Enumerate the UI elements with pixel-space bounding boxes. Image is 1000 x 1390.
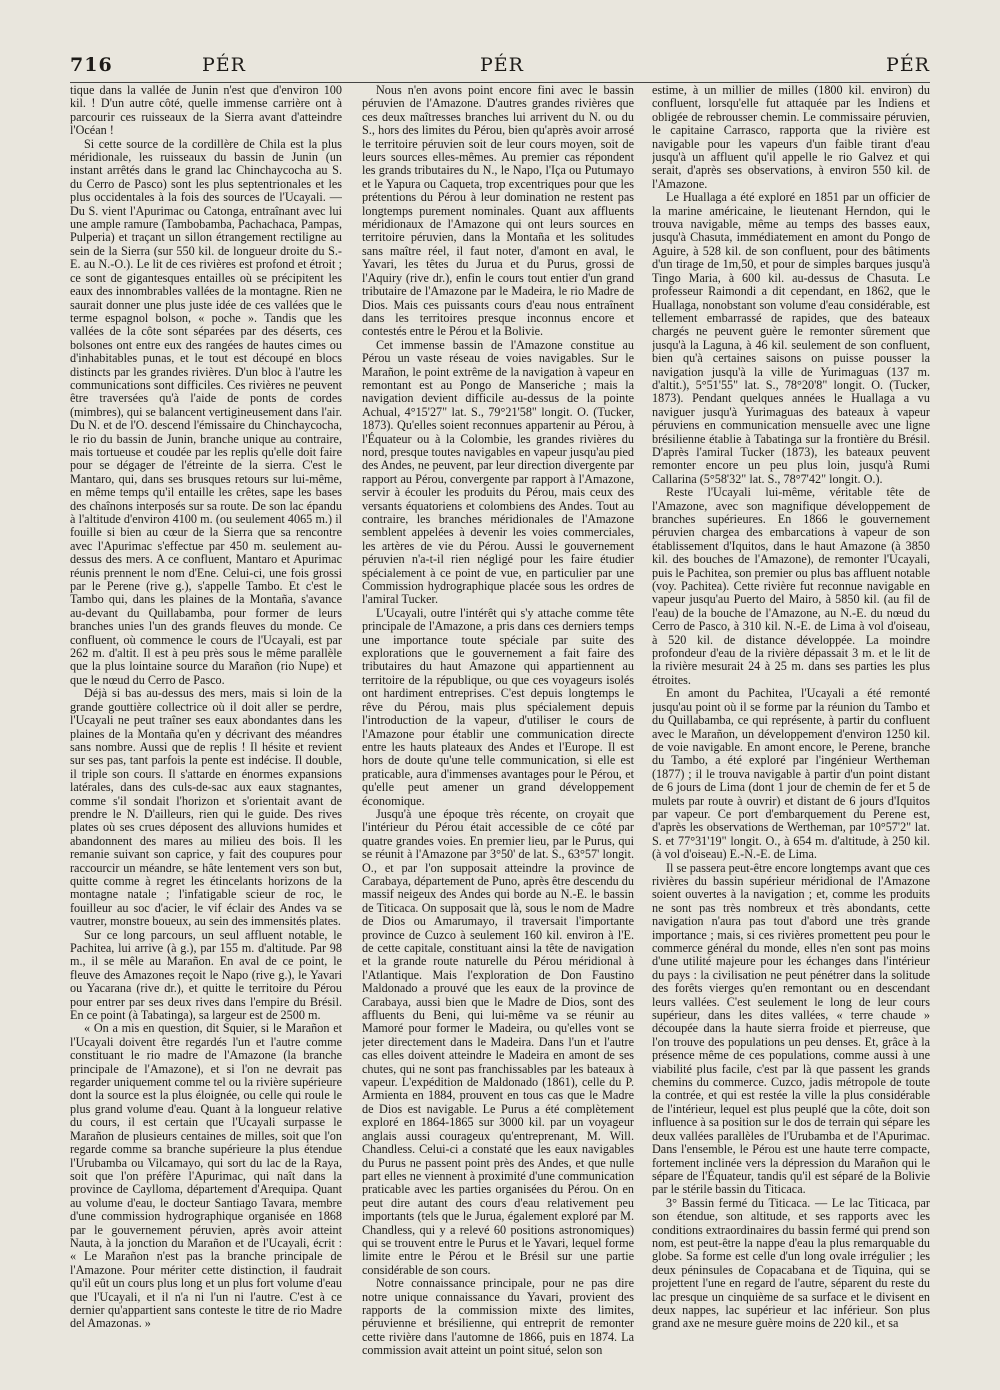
paragraph: Reste l'Ucayali lui-même, véritable tête de l'Amazone, avec son magnifique développement de branches supérieures. En 1866 le gouvernement péruvien chargea des embarcations à vapeur de son établissement d'Iquitos, dans le haut Amazone (à 3850 kil. des bouches de l'Amazone), de remonter l'Ucayali, puis le Pachitea, son premier ou plus bas affluent notable (voy. Pachitea). Cette rivière fut reconnue navigable en vapeur jusqu'au Puerto del Mairo, à 5850 kil. (au fil de l'eau) de la bouche de l'Amazone, au N.-E. du nœud du Cerro de Pasco, à 310 kil. N.-E. de Lima à vol d'oiseau, à 520 kil. de distance développée. La moindre profondeur d'eau de la rivière dépassait 3 m. et le lit de la rivière mesurait 24 à 25 m. dans ses parties les plus étroites. — [652, 485, 930, 687]
paragraph: « On a mis en question, dit Squier, si le Marañon et l'Ucayali doivent être regardés l'un et l'autre comme constituant le rio madre de l'Amazone (la branche principale de l'Amazone), et si l'on ne devrait pas regarder uniquement comme tel ou la rivière supérieure dont la source est la plus éloignée, ou celle qui roule le plus grand volume d'eau. Quant à la longueur relative du cours, il est certain que l'Ucayali surpasse le Marañon de plusieurs centaines de milles, soit que l'on regarde comme sa branche supérieure la plus étendue l'Urubamba ou Vilcamayo, qui sort du lac de la Raya, soit que l'on préfère l'Apurimac, qui naît dans la province de Caylloma, département d'Arequipa. Quant au volume d'eau, le docteur Santiago Tavara, membre d'une commission hydrographique organisée en 1868 par le gouvernement péruvien, après avoir atteint Nauta, à la jonction du Marañon et de l'Ucayali, écrit : « Le Marañon n'est pas la branche principale de l'Amazone. Pour mériter cette distinction, il faudrait qu'il eût un cours plus long et un plus fort volume d'eau que l'Ucayali, et il n'a ni l'un ni l'autre. C'est à ce dernier qu'appartient sans conteste le titre de rio Madre del Amazonas. » — [70, 1021, 342, 1331]
page-number: 716 — [70, 54, 113, 76]
paragraph: Cet immense bassin de l'Amazone constitue au Pérou un vaste réseau de voies navigables. Sur le Marañon, le point extrême de la navigation à vapeur en remontant est au Pongo de Manseriche ; mais la navigation devient difficile au-dessus de la pointe Achual, 4°15'27" lat. S., 79°21'58" longit. O. (Tucker, 1873). Qu'elles soient reconnues appartenir au Pérou, à l'Équateur ou à la Colombie, les grandes rivières du nord, presque toutes navigables en vapeur jusqu'au pied des Andes, ne peuvent, par leur direction divergente par rapport au Pérou, convergente par rapport à l'Amazone, servir à écouler les produits du Pérou, mais ceux des versants équatoriens et colombiens des Andes. Tout au contraire, les branches méridionales de l'Amazone semblent appelées à devenir les voies commerciales, les artères de vie du Pérou. Aussi le gouvernement péruvien n'a-t-il rien négligé pour les faire étudier spécialement à ce point de vue, en particulier par une Commission hydrographique placée sous les ordres de l'amiral Tucker. — [362, 337, 634, 607]
text-column-3 — [652, 84, 930, 1364]
paragraph: Jusqu'à une époque très récente, on croyait que l'intérieur du Pérou était accessible de ce côté par quatre grandes voies. En premier lieu, par le Purus, qui se réunit à l'Amazone par 3°50' de lat. S., 63°57' longit. O., et par l'on supposait atteindre la province de Carabaya, département de Puno, après être descendu du massif neigeux des Andes qui borde au N.-E. le bassin de Titicaca. On supposait que là, sous le nom de Madre de Dios ou Amarumayo, il traversait l'importante province de Cuzco à seulement 160 kil. environ à l'E. de cette capitale, constituant ainsi la tête de navigation et la grande route naturelle du Pérou méridional à l'Atlantique. Mais l'exploration de Don Faustino Maldonado a prouvé que les eaux de la province de Carabaya, aussi bien que le Madre de Dios, sont des affluents du Beni, qui lui-même va se réunir au Mamoré pour former le Madeira, ou qu'elles vont se jeter directement dans le Madeira. Dans l'un et l'autre cas elles doivent atteindre le Madeira en amont de ses chutes, qui ne sont pas franchissables par les bateaux à vapeur. L'expédition de Maldonado (1861), celle du P. Armienta en 1884, prouvent en tous cas que le Madre de Dios est navigable. Le Purus a été complètement exploré en 1864-1865 sur 3000 kil. par un voyageur anglais aussi courageux qu'entreprenant, M. Will. Chandless. Celui-ci a constaté que les eaux navigables du Purus ne passent point près des Andes, et que nulle part elles ne viennent à proximité d'une communication praticable avec les parties organisées du Pérou. On en peut dire autant des cours d'eau relativement peu importants (tels que le Jurua, également exploré par M. Chandless, qui y a relevé 60 positions astronomiques) qui se trouvent entre le Purus et le Yavari, lequel forme limite entre le Pérou et le Brésil sur une partie considérable de son cours. — [362, 806, 634, 1277]
running-header — [70, 52, 930, 83]
paragraph: Si cette source de la cordillère de Chila est la plus méridionale, les ruisseaux du bassin de Junin (un instant arrêtés dans le grand lac Chinchaycocha au S. du Cerro de Pasco) sont les plus septentrionales et les plus occidentales à la fois des sources de l'Ucayali. — Du S. vient l'Apurimac ou Catonga, entraînant avec lui une ample ramure (Tambobamba, Pachachaca, Pampas, Pulperia) et traçant un sillon étrangement rectiligne au sein de la Sierra (sur 550 kil. de longueur droite du S.-E. au N.-O.). Le lit de ces rivières est profond et étroit ; ce sont de gigantesques entailles où se précipitent les eaux des innombrables vallées de la montagne. Rien ne saurait donner une plus juste idée de ces vallées que le terme espagnol bolson, « poche ». Tandis que les vallées de la côte sont séparées par des déserts, ces bolsones ont entre eux des rangées de hautes cimes ou d'inhabitables punas, et le tout est découpé en blocs distincts par les grandes rivières. D'un bloc à l'autre les communications sont difficiles. Ces rivières ne peuvent être traversées qu'à l'aide de ponts de cordes (mimbres), qui se balancent vertigineusement dans l'air. Du N. et de l'O. descend l'émissaire du Chinchaycocha, le rio du bassin de Junin, branche unique au contraire, mais tortueuse et coudée par les replis qu'elle doit faire pour se dégager de l'étreinte de la sierra. C'est le Mantaro, qui, dans ses brusques retours sur lui-même, en même temps qu'il entaille les crêtes, sape les bases des chaînons interposés sur sa route. De son lac épandu à l'altitude d'environ 4100 m. (ou seulement 4065 m.) il fouille si bien au cœur de la Sierra que sa rencontre avec l'Apurimac s'effectue par 450 m. seulement au-dessus des mers. A ce confluent, Mantaro et Apurimac réunis prennent le nom d'Ene. Celui-ci, une fois grossi par le Perene (rive g.), s'appelle Tambo. Et c'est le Tambo qui, dans les plaines de la Montaña, s'avance au-devant du Quillabamba, pour former de leurs branches unies l'un des grands fleuves du monde. Ce confluent, où commence le cours de l'Ucayali, est par 262 m. d'altit. Il est à peu près sous le même parallèle que la plus lointaine source du Marañon (rio Nupe) et que le nœud du Cerro de Pasco. — [70, 136, 342, 687]
center-running-head: PÉR — [480, 54, 524, 76]
paragraph: estime, à un millier de milles (1800 kil. environ) du confluent, lorsqu'elle fut attaquée par les Indiens et obligée de rebrousser chemin. Le commissaire péruvien, le capitaine Carrasco, rapporta que la rivière est navigable pour les vapeurs d'un faible tirant d'eau jusqu'à un affluent qu'il appelle le rio Galvez et qui serait, d'après ses observations, à environ 550 kil. de l'Amazone. — [652, 84, 930, 191]
paragraph: Il se passera peut-être encore longtemps avant que ces rivières du bassin supérieur méridional de l'Amazone soient ouvertes à la navigation ; et, comme les produits ne sont pas très nombreux et très abondants, cette navigation n'aura pas tout d'abord une très grande importance ; mais, si ces rivières promettent peu pour le commerce général du monde, elles n'en sont pas moins d'une utilité majeure pour les échanges dans l'intérieur du pays : la civilisation ne peut pénétrer dans la solitude des forêts vierges qu'en remontant ou en descendant leurs vallées. C'est seulement le long de leur cours supérieur, dans les dites vallées, « terre chaude » découpée dans la haute sierra froide et pierreuse, que l'on trouve des populations un peu denses. Et, grâce à la présence même de ces populations, comme aussi à une viabilité plus facile, c'est par là que passent les grands chemins du commerce. Cuzco, jadis métropole de toute la contrée, et qui est restée la ville la plus considérable de l'intérieur, lequel est plus peuplé que la côte, doit son influence à sa position sur le dos de terrain qui sépare les deux vallées parallèles de l'Urubamba et de l'Apurimac. Dans l'ensemble, le Pérou est une haute terre compacte, fortement inclinée vers la dépression du Marañon qui le sépare de l'Équateur, tandis qu'il est séparé de la Bolivie par le stérile bassin du Titicaca. — [652, 860, 930, 1197]
left-running-head: PÉR — [202, 54, 246, 76]
paragraph: Notre connaissance principale, pour ne pas dire notre unique connaissance du Yavari, provient des rapports de la commission mixte des limites, péruvienne et brésilienne, qui entreprit de remonter cette rivière dans l'automne de 1866, puis en 1874. La commission avait atteint un point situé, selon son — [362, 1276, 634, 1358]
paragraph: tique dans la vallée de Junin n'est que d'environ 100 kil. ! D'un autre côté, quelle immense carrière ont à parcourir ces ruisseaux de la Sierra avant d'atteindre l'Océan ! — [70, 84, 342, 138]
right-running-head: PÉR — [886, 54, 930, 76]
paragraph: 3° Bassin fermé du Titicaca. — Le lac Titicaca, par son étendue, son altitude, et ses rapports avec les conditions extraordinaires du bassin fermé qui prend son nom, est peut-être la nappe d'eau la plus remarquable du globe. Sa forme est celle d'un long ovale irrégulier ; les deux péninsules de Copacabana et de Tiquina, qui se projettent l'une en regard de l'autre, séparent du reste du lac presque un cinquième de sa surface et le divisent en deux nappes, lac supérieur et lac inférieur. Son plus grand axe ne mesure guère moins de 220 kil., et sa — [652, 1195, 930, 1331]
paragraph: En amont du Pachitea, l'Ucayali a été remonté jusqu'au point où il se forme par la réunion du Tambo et du Quillabamba, ce qui représente, à partir du confluent avec le Marañon, un développement d'environ 1250 kil. de voie navigable. En amont encore, le Perene, branche du Tambo, a été exploré par l'ingénieur Wertheman (1877) ; il le trouva navigable à partir d'un point distant de 6 jours de Lima (dont 1 jour de chemin de fer et 5 de mulets par route à ouvrir) et distant de 6 jours d'Iquitos par vapeur. Ce port d'embarquement du Perene est, d'après les observations de Wertheman, par 10°57'2" lat. S. et 77°31'19" longit. O., à 654 m. d'altitude, à 250 kil. (à vol d'oiseau) E.-N.-E. de Lima. — [652, 686, 930, 862]
text-column-1 — [70, 84, 342, 1364]
paragraph: Sur ce long parcours, un seul affluent notable, le Pachitea, lui arrive (à g.), par 155 m. d'altitude. Par 98 m., il se mêle au Marañon. En aval de ce point, le fleuve des Amazones reçoit le Napo (rive g.), le Yavari ou Yacarana (rive dr.), et quitte le territoire du Pérou pour entrer par ses deux rives dans l'empire du Brésil. En ce point (à Tabatinga), sa largeur est de 2500 m. — [70, 927, 342, 1023]
text-column-2 — [362, 84, 634, 1364]
paragraph: L'Ucayali, outre l'intérêt qui s'y attache comme tête principale de l'Amazone, a pris dans ces derniers temps une importance toute spéciale par suite des explorations que le gouvernement a fait faire des tributaires du haut Amazone qui appartiennent au territoire de la république, ou que ces voyageurs isolés ont hardiment entreprises. C'est depuis longtemps le rêve du Pérou, mais plus spécialement depuis l'introduction de la vapeur, d'utiliser le cours de l'Amazone pour établir une communication directe entre les hauts plateaux des Andes et l'Europe. Il est hors de doute qu'une telle communication, si elle est praticable, aura d'immenses avantages pour le Pérou, et qu'elle peut amener un grand développement économique. — [362, 605, 634, 808]
paragraph: Déjà si bas au-dessus des mers, mais si loin de la grande gouttière collectrice où il doit aller se perdre, l'Ucayali ne peut traîner ses eaux abondantes dans les plaines de la Montaña qu'en y décrivant des méandres sans nombre. Aussi que de replis ! Il hésite et revient sur ses pas, tant parfois la pente est indécise. Il double, il triple son cours. Il s'attarde en énormes expansions latérales, dans des culs-de-sac aux eaux stagnantes, comme s'il sondait l'horizon et s'orientait avant de prendre le N. D'ailleurs, rien qui le guide. Des rives plates où ses crues déposent des alluvions humides et abandonnent des mares au milieu des bois. Il les remanie suivant son caprice, y fait des coupures pour raccourcir un méandre, se hâte lentement vers son but, quitte comme à regret les étincelants horizons de la montagne natale ; l'infatigable scieur de roc, le fouilleur au soc d'acier, le vif éclair des Andes va se vautrer, monstre boueux, au sein des immensités plates. — [70, 686, 342, 929]
paragraph: Le Huallaga a été exploré en 1851 par un officier de la marine américaine, le lieutenant Herndon, qui le trouva navigable, même au temps des basses eaux, jusqu'à Chasuta, immédiatement en amont du Pongo de Aguire, à 528 kil. de son confluent, pour des bâtiments d'un tirage de 1m,50, et pour de simples barques jusqu'à Tingo Maria, à 600 kil. au-dessus de Chasuta. Le professeur Raimondi a dit cependant, en 1862, que le Huallaga, nonobstant son volume d'eau considérable, est tellement embarrassé de rapides, que des bateaux chargés ne peuvent guère le remonter sûrement que jusqu'à la Laguna, à 46 kil. seulement de son confluent, bien qu'à certaines saisons on puisse pousser la navigation jusqu'à la ville de Yurimaguas (137 m. d'altit.), 5°51'55" lat. S., 78°20'8" longit. O. (Tucker, 1873). Pendant quelques années le Huallaga a vu naviguer jusqu'à Yurimaguas des bateaux à vapeur péruviens en communication mensuelle avec une ligne brésilienne établie à Tabatinga sur la frontière du Brésil. D'après l'amiral Tucker (1873), les bateaux peuvent remonter encore un peu plus loin, jusqu'à Rumi Callarina (5°58'32" lat. S., 78°7'42" longit. O.). — [652, 190, 930, 486]
paragraph: Nous n'en avons point encore fini avec le bassin péruvien de l'Amazone. D'autres grandes rivières que ces deux maîtresses branches lui arrivent du N. ou du S., hors des limites du Pérou, bien qu'après avoir arrosé le territoire péruvien soit de leur cours moyen, soit de leurs sources elles-mêmes. Au premier cas répondent les grands tributaires du N., le Napo, l'Iça ou Putumayo et le Yapura ou Caqueta, trop excentriques pour que les prétentions du Pérou à leur domination ne restent pas longtemps purement nominales. Quant aux affluents méridionaux de l'Amazone qui ont leurs sources en territoire péruvien, dans la Montaña et les solitudes sans maître réel, il faut noter, d'amont en aval, le Yavari, les têtes du Jurua et du Purus, grossi de l'Aquiry (rive dr.), enfin le cours tout entier d'un grand tributaire de l'Amazone par le Madeira, le rio Madre de Dios. Mais ces puissants cours d'eau nous entraînent dans les territoires presque inconnus encore et contestés entre le Pérou et la Bolivie. — [362, 84, 634, 339]
